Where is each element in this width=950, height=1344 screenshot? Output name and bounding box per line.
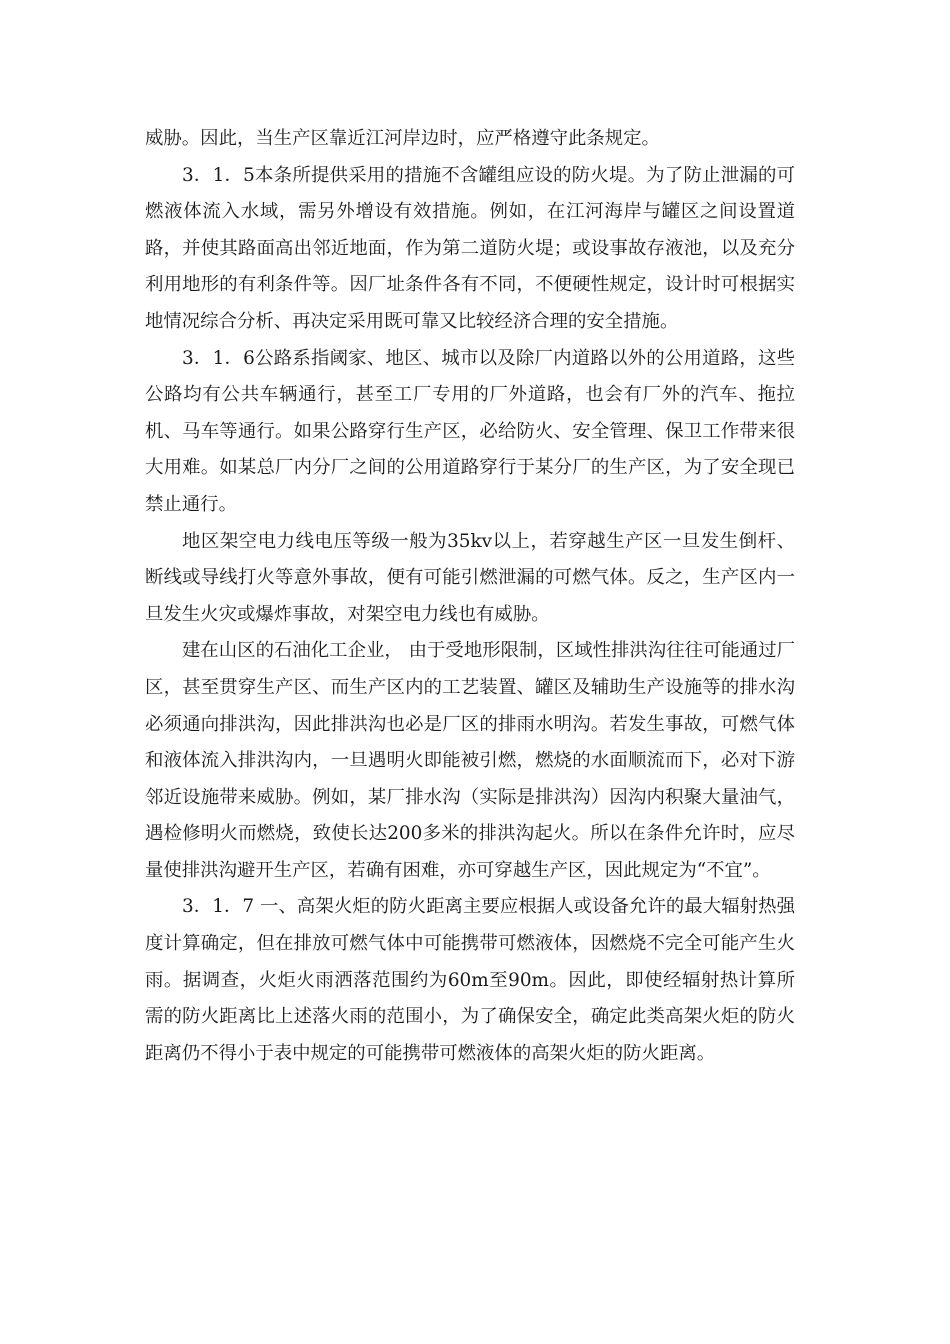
document-body — [145, 121, 795, 1072]
paragraph-clause-3-1-7: 3．1．7 一、高架火炬的防火距离主要应根据人或设备允许的最大辐射热强度计算确定，但在排放可燃气体中可能携带可燃液体，因燃烧不完全可能产生火雨。据调查，火炬火雨洒落范围约为60m至90m。因此，即使经辐射热计算所需的防火距离比上述落火雨的范围小，为了确保安全，确定此类高架火炬的防火距离仍不得小于表中规定的可能携带可燃液体的高架火炬的防火距离。 — [145, 896, 795, 1064]
paragraph-continuation: 威胁。因此，当生产区靠近江河岸边时，应严格遵守此条规定。 — [145, 128, 660, 149]
paragraph-clause-3-1-5: 3．1．5本条所提供采用的措施不含罐组应设的防火堤。为了防止泄漏的可燃液体流入水域，需另外增设有效措施。例如，在江河海岸与罐区之间设置道路，并使其路面高出邻近地面，作为第二道防火堤；或设事故存液池，以及充分利用地形的有利条件等。因厂址条件各有不同，不便硬性规定，设计时可根据实地情况综合分析、再决定采用既可靠又比较经济合理的安全措施。 — [145, 164, 795, 332]
paragraph-clause-3-1-6: 3．1．6公路系指阈家、地区、城市以及除厂内道路以外的公用道路，这些公路均有公共车辆通行，甚至工厂专用的厂外道路，也会有厂外的汽车、拖拉机、马车等通行。如果公路穿行生产区，必给防火、安全管理、保卫工作带来很大用难。如某总厂内分厂之间的公用道路穿行于某分厂的生产区，为了安全现已禁止通行。 — [145, 347, 795, 515]
paragraph-flood-ditch: 建在山区的石油化工企业， 由于受地形限制，区域性排洪沟往往可能通过厂区，甚至贯穿生产区、而生产区内的工艺装置、罐区及辅助生产设施等的排水沟必须通向排洪沟，因此排洪沟也必是厂区的排雨水明沟。若发生事故，可燃气体和液体流入排洪沟内，一旦遇明火即能被引燃，燃烧的水面顺流而下，必对下游邻近设施带来威胁。例如，某厂排水沟（实际是排洪沟）因沟内积聚大量油气，遇检修明火而燃烧，致使长达200多米的排洪沟起火。所以在条件允许时，应尽量使排洪沟避开生产区，若确有困难，亦可穿越生产区，因此规定为“不宜”。 — [145, 640, 795, 881]
paragraph-power-lines: 地区架空电力线电压等级一般为35kv以上，若穿越生产区一旦发生倒杆、断线或导线打火等意外事故，便有可能引燃泄漏的可燃气体。反之，生产区内一旦发生火灾或爆炸事故，对架空电力线也有威胁。 — [145, 530, 795, 625]
